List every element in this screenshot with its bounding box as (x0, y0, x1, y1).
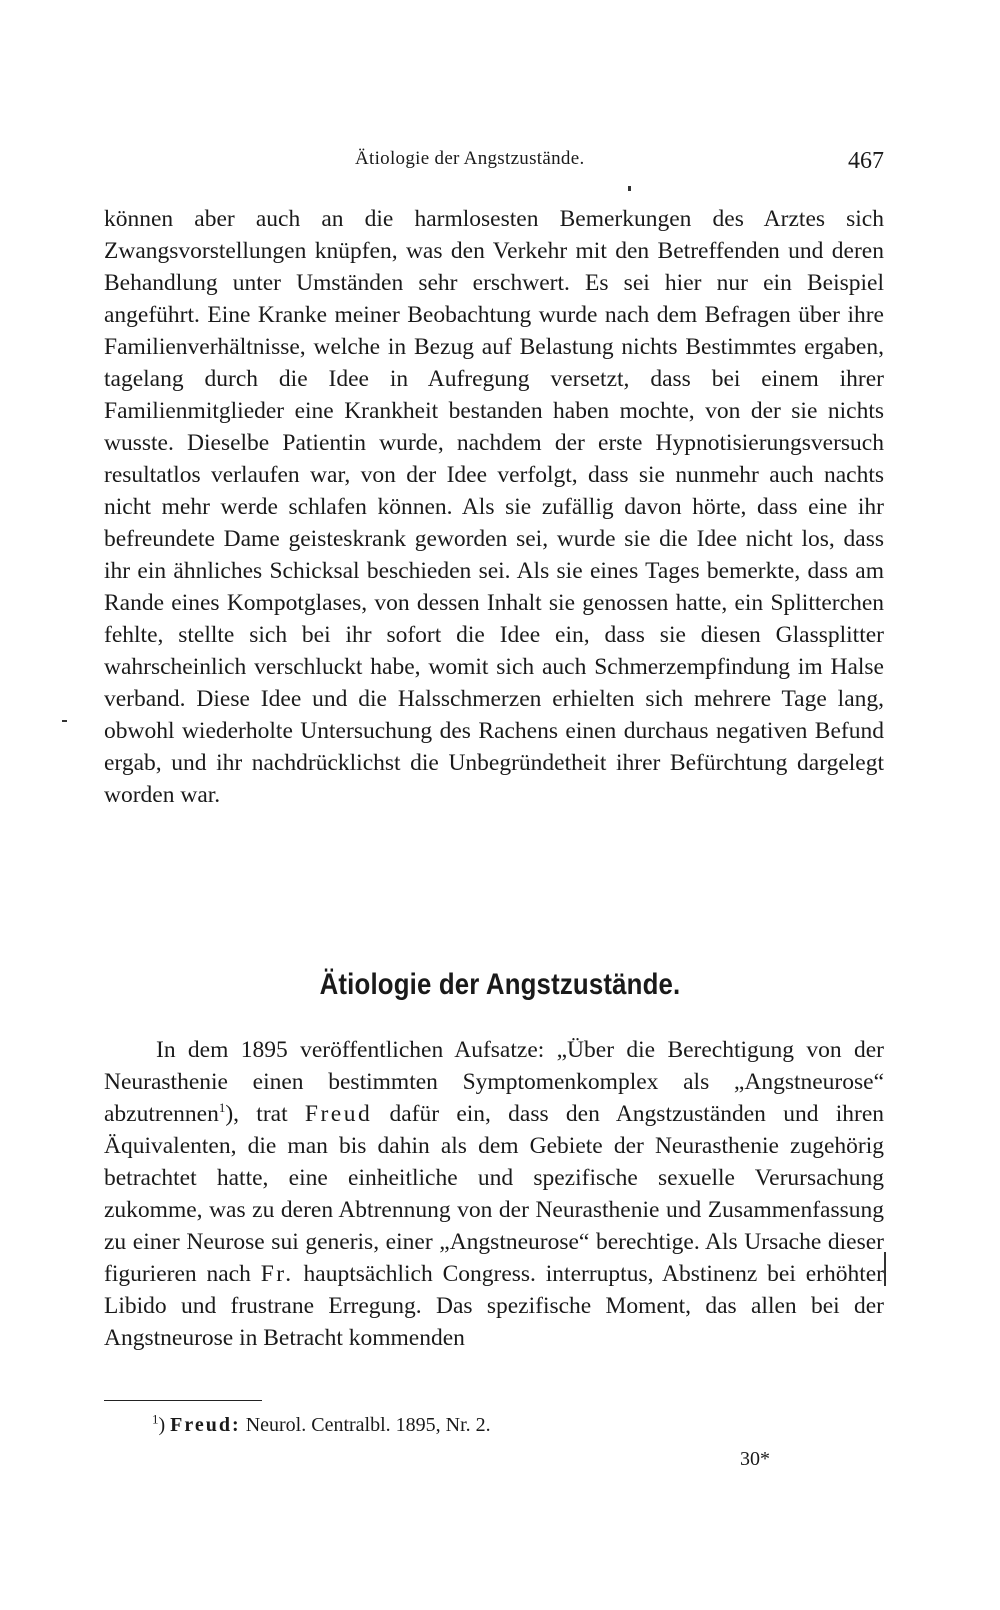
scan-speck (62, 720, 67, 722)
author-abbrev: Fr. (260, 1261, 294, 1287)
paragraph-1: können aber auch an die harmlosesten Bemerkungen des Arztes sich Zwangsvorstellungen knüpfen, was den Verkehr mit den Betreffenden und deren Behandlung unter Umständen sehr erschwert. Es sei hier nur ein Beispiel angeführt. Eine Kranke meiner Beobachtung wurde nach dem Befragen über ihre Familienverhältnisse, welche in Bezug auf Belastung nichts Bestimmtes ergaben, tagelang durch die Idee in Aufregung versetzt, dass bei einem ihrer Familienmitglieder eine Krankheit bestanden haben mochte, von der sie nichts wusste. Dieselbe Patientin wurde, nachdem der erste Hypnotisierungsversuch resultatlos verlaufen war, von der Idee verfolgt, dass sie nunmehr auch nachts nicht mehr werde schlafen können. Als sie zufällig davon hörte, dass eine ihr befreundete Dame geisteskrank geworden sei, wurde sie die Idee nicht los, dass ihr ein ähnliches Schicksal beschieden sei. Als sie eines Tages bemerkte, dass am Rande eines Kompotglases, von dessen Inhalt sie genossen hatte, ein Splitterchen fehlte, stellte sich bei ihr sofort die Idee ein, dass sie diesen Glassplitter wahrscheinlich verschluckt habe, womit sich auch Schmerzempfindung im Halse verband. Diese Idee und die Halsschmerzen erhielten sich mehrere Tage lang, obwohl wiederholte Untersuchung des Rachens einen durchaus negativen Befund ergab, und ihr nachdrücklichst die Unbegründetheit ihrer Befürchtung dargelegt worden war. (104, 206, 884, 808)
footnote-marker: 1 (152, 1411, 159, 1427)
running-head: Ätiologie der Angstzustände. (355, 148, 585, 169)
section-heading: Ätiologie der Angstzustände. (319, 968, 681, 1001)
paragraph-2-text-c: dafür ein, dass den Angstzuständen und ihren Äquivalenten, die man bis dahin als dem Gebiete der Neurasthenie zugehörig betrachtet hatte, eine einheitliche und spezifische sexuelle Verursachung zukomme, was zu deren Abtrennung von der Neurasthenie und Zusammenfassung zu einer Neurose sui generis, einer „Angstneurose“ berechtige. Als Ursache dieser figurieren nach (104, 1101, 885, 1287)
scan-speck (884, 1252, 886, 1286)
author-name-freud: Freud (304, 1101, 373, 1127)
footnote-divider (104, 1400, 262, 1401)
footnote-reference: 1 (218, 1100, 226, 1116)
footnote-citation: Neurol. Centralbl. 1895, Nr. 2. (240, 1414, 491, 1436)
footnote (152, 1412, 491, 1438)
footnote-author: Freud: (170, 1414, 241, 1436)
scan-speck (628, 186, 631, 191)
paragraph-2-text-b: ), trat (225, 1101, 305, 1127)
paragraph-2-text-a: In dem 1895 veröffentlichen Aufsatze: „Über die Berechtigung von der Neurasthenie einen bestimmten Symptomenkomplex als „Angstneurose“ abzutrennen (104, 1037, 884, 1127)
page-number: 467 (848, 148, 884, 174)
signature-mark: 30* (740, 1448, 770, 1470)
paragraph-2 (104, 1034, 884, 1354)
paragraph-2-text-d: hauptsächlich Congress. interruptus, Abstinenz bei erhöhter Libido und frustrane Erregung. Das spezifische Moment, das allen bei der Angstneurose in Betracht kommenden (104, 1261, 884, 1351)
footnote-marker-suffix: ) (158, 1414, 166, 1436)
